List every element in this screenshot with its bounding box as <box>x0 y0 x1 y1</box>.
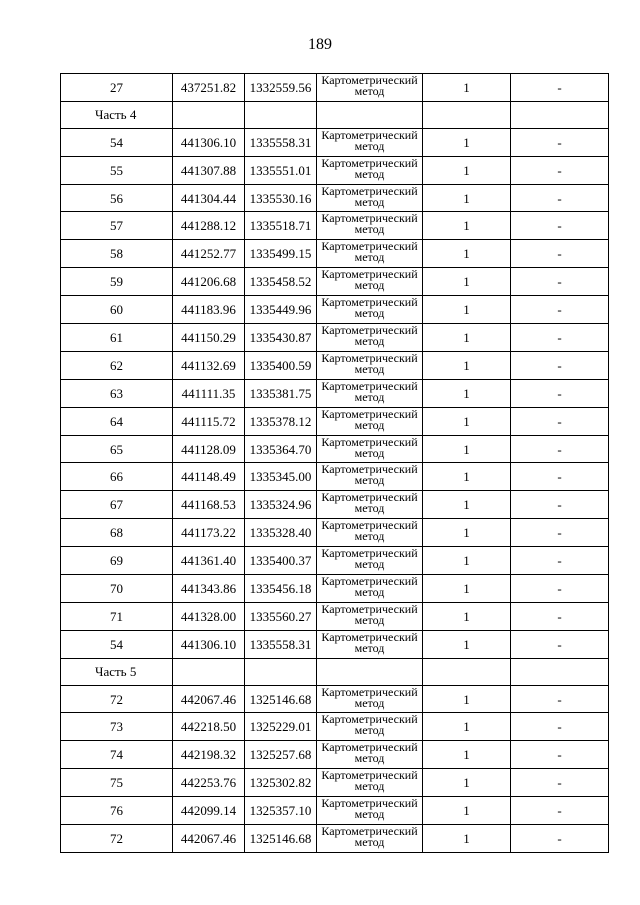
table-row <box>61 741 609 769</box>
table-row <box>61 128 609 156</box>
table-row <box>61 296 609 324</box>
table-row <box>61 463 609 491</box>
note-cell: - <box>511 491 609 519</box>
point-number-cell: 67 <box>61 491 173 519</box>
part-header-row <box>61 658 609 685</box>
table-row <box>61 268 609 296</box>
empty-cell <box>423 658 511 685</box>
x-coordinate-cell: 442253.76 <box>173 769 245 797</box>
point-number-cell: 68 <box>61 519 173 547</box>
y-coordinate-cell: 1335560.27 <box>245 602 317 630</box>
point-number-cell: 65 <box>61 435 173 463</box>
x-coordinate-cell: 441343.86 <box>173 575 245 603</box>
x-coordinate-cell: 441128.09 <box>173 435 245 463</box>
note-cell: - <box>511 825 609 853</box>
note-cell: - <box>511 74 609 102</box>
y-coordinate-cell: 1325357.10 <box>245 797 317 825</box>
note-cell: - <box>511 407 609 435</box>
y-coordinate-cell: 1335400.59 <box>245 351 317 379</box>
point-number-cell: 71 <box>61 602 173 630</box>
accuracy-cell: 1 <box>423 825 511 853</box>
part-header-row <box>61 101 609 128</box>
method-cell: Картометрический метод <box>317 602 423 630</box>
note-cell: - <box>511 713 609 741</box>
accuracy-cell: 1 <box>423 296 511 324</box>
x-coordinate-cell: 442067.46 <box>173 825 245 853</box>
accuracy-cell: 1 <box>423 74 511 102</box>
note-cell: - <box>511 324 609 352</box>
point-number-cell: 55 <box>61 156 173 184</box>
accuracy-cell: 1 <box>423 435 511 463</box>
accuracy-cell: 1 <box>423 713 511 741</box>
method-cell: Картометрический метод <box>317 128 423 156</box>
table-row <box>61 240 609 268</box>
accuracy-cell: 1 <box>423 491 511 519</box>
accuracy-cell: 1 <box>423 741 511 769</box>
table-row <box>61 379 609 407</box>
table-row <box>61 685 609 713</box>
accuracy-cell: 1 <box>423 630 511 658</box>
method-cell: Картометрический метод <box>317 379 423 407</box>
empty-cell <box>173 658 245 685</box>
y-coordinate-cell: 1325146.68 <box>245 685 317 713</box>
note-cell: - <box>511 519 609 547</box>
x-coordinate-cell: 441115.72 <box>173 407 245 435</box>
table-row <box>61 491 609 519</box>
note-cell: - <box>511 351 609 379</box>
y-coordinate-cell: 1335430.87 <box>245 324 317 352</box>
part-label: Часть 4 <box>61 101 173 128</box>
x-coordinate-cell: 441361.40 <box>173 547 245 575</box>
empty-cell <box>245 658 317 685</box>
note-cell: - <box>511 128 609 156</box>
note-cell: - <box>511 769 609 797</box>
x-coordinate-cell: 441148.49 <box>173 463 245 491</box>
accuracy-cell: 1 <box>423 156 511 184</box>
x-coordinate-cell: 441304.44 <box>173 184 245 212</box>
table-row <box>61 184 609 212</box>
method-cell: Картометрический метод <box>317 519 423 547</box>
point-number-cell: 66 <box>61 463 173 491</box>
point-number-cell: 54 <box>61 128 173 156</box>
method-cell: Картометрический метод <box>317 407 423 435</box>
table-row <box>61 769 609 797</box>
accuracy-cell: 1 <box>423 324 511 352</box>
method-cell: Картометрический метод <box>317 324 423 352</box>
x-coordinate-cell: 441288.12 <box>173 212 245 240</box>
note-cell: - <box>511 685 609 713</box>
point-number-cell: 72 <box>61 685 173 713</box>
note-cell: - <box>511 296 609 324</box>
table-row <box>61 797 609 825</box>
accuracy-cell: 1 <box>423 379 511 407</box>
x-coordinate-cell: 441111.35 <box>173 379 245 407</box>
point-number-cell: 72 <box>61 825 173 853</box>
table-row <box>61 713 609 741</box>
point-number-cell: 27 <box>61 74 173 102</box>
y-coordinate-cell: 1335518.71 <box>245 212 317 240</box>
x-coordinate-cell: 442099.14 <box>173 797 245 825</box>
method-cell: Картометрический метод <box>317 547 423 575</box>
accuracy-cell: 1 <box>423 240 511 268</box>
x-coordinate-cell: 441306.10 <box>173 128 245 156</box>
note-cell: - <box>511 575 609 603</box>
method-cell: Картометрический метод <box>317 825 423 853</box>
x-coordinate-cell: 441307.88 <box>173 156 245 184</box>
y-coordinate-cell: 1325257.68 <box>245 741 317 769</box>
y-coordinate-cell: 1325146.68 <box>245 825 317 853</box>
x-coordinate-cell: 442198.32 <box>173 741 245 769</box>
method-cell: Картометрический метод <box>317 351 423 379</box>
method-cell: Картометрический метод <box>317 575 423 603</box>
y-coordinate-cell: 1335558.31 <box>245 128 317 156</box>
point-number-cell: 58 <box>61 240 173 268</box>
note-cell: - <box>511 379 609 407</box>
table-row <box>61 519 609 547</box>
x-coordinate-cell: 441206.68 <box>173 268 245 296</box>
accuracy-cell: 1 <box>423 519 511 547</box>
method-cell: Картометрический метод <box>317 435 423 463</box>
method-cell: Картометрический метод <box>317 268 423 296</box>
x-coordinate-cell: 441132.69 <box>173 351 245 379</box>
point-number-cell: 64 <box>61 407 173 435</box>
accuracy-cell: 1 <box>423 463 511 491</box>
coordinates-table-body <box>61 74 609 853</box>
table-row <box>61 324 609 352</box>
method-cell: Картометрический метод <box>317 184 423 212</box>
x-coordinate-cell: 442218.50 <box>173 713 245 741</box>
point-number-cell: 63 <box>61 379 173 407</box>
note-cell: - <box>511 463 609 491</box>
empty-cell <box>423 101 511 128</box>
point-number-cell: 70 <box>61 575 173 603</box>
table-row <box>61 825 609 853</box>
y-coordinate-cell: 1335345.00 <box>245 463 317 491</box>
note-cell: - <box>511 212 609 240</box>
point-number-cell: 74 <box>61 741 173 769</box>
y-coordinate-cell: 1332559.56 <box>245 74 317 102</box>
y-coordinate-cell: 1335530.16 <box>245 184 317 212</box>
empty-cell <box>317 101 423 128</box>
accuracy-cell: 1 <box>423 547 511 575</box>
y-coordinate-cell: 1325229.01 <box>245 713 317 741</box>
x-coordinate-cell: 441183.96 <box>173 296 245 324</box>
table-row <box>61 351 609 379</box>
y-coordinate-cell: 1335378.12 <box>245 407 317 435</box>
empty-cell <box>173 101 245 128</box>
note-cell: - <box>511 741 609 769</box>
y-coordinate-cell: 1335558.31 <box>245 630 317 658</box>
part-label: Часть 5 <box>61 658 173 685</box>
y-coordinate-cell: 1325302.82 <box>245 769 317 797</box>
point-number-cell: 61 <box>61 324 173 352</box>
note-cell: - <box>511 797 609 825</box>
table-row <box>61 407 609 435</box>
method-cell: Картометрический метод <box>317 296 423 324</box>
method-cell: Картометрический метод <box>317 74 423 102</box>
accuracy-cell: 1 <box>423 407 511 435</box>
y-coordinate-cell: 1335328.40 <box>245 519 317 547</box>
point-number-cell: 75 <box>61 769 173 797</box>
accuracy-cell: 1 <box>423 268 511 296</box>
page-number: 189 <box>308 36 332 53</box>
y-coordinate-cell: 1335364.70 <box>245 435 317 463</box>
x-coordinate-cell: 441150.29 <box>173 324 245 352</box>
table-row <box>61 74 609 102</box>
method-cell: Картометрический метод <box>317 491 423 519</box>
note-cell: - <box>511 602 609 630</box>
table-row <box>61 602 609 630</box>
empty-cell <box>317 658 423 685</box>
note-cell: - <box>511 630 609 658</box>
x-coordinate-cell: 441328.00 <box>173 602 245 630</box>
y-coordinate-cell: 1335400.37 <box>245 547 317 575</box>
accuracy-cell: 1 <box>423 128 511 156</box>
empty-cell <box>245 101 317 128</box>
method-cell: Картометрический метод <box>317 797 423 825</box>
x-coordinate-cell: 441306.10 <box>173 630 245 658</box>
y-coordinate-cell: 1335456.18 <box>245 575 317 603</box>
accuracy-cell: 1 <box>423 212 511 240</box>
y-coordinate-cell: 1335449.96 <box>245 296 317 324</box>
point-number-cell: 62 <box>61 351 173 379</box>
point-number-cell: 56 <box>61 184 173 212</box>
accuracy-cell: 1 <box>423 351 511 379</box>
point-number-cell: 69 <box>61 547 173 575</box>
method-cell: Картометрический метод <box>317 741 423 769</box>
point-number-cell: 76 <box>61 797 173 825</box>
method-cell: Картометрический метод <box>317 240 423 268</box>
accuracy-cell: 1 <box>423 769 511 797</box>
method-cell: Картометрический метод <box>317 156 423 184</box>
note-cell: - <box>511 435 609 463</box>
method-cell: Картометрический метод <box>317 630 423 658</box>
y-coordinate-cell: 1335324.96 <box>245 491 317 519</box>
accuracy-cell: 1 <box>423 602 511 630</box>
note-cell: - <box>511 547 609 575</box>
point-number-cell: 59 <box>61 268 173 296</box>
table-row <box>61 547 609 575</box>
x-coordinate-cell: 442067.46 <box>173 685 245 713</box>
y-coordinate-cell: 1335499.15 <box>245 240 317 268</box>
table-row <box>61 575 609 603</box>
x-coordinate-cell: 441252.77 <box>173 240 245 268</box>
method-cell: Картометрический метод <box>317 685 423 713</box>
method-cell: Картометрический метод <box>317 212 423 240</box>
note-cell: - <box>511 156 609 184</box>
note-cell: - <box>511 268 609 296</box>
y-coordinate-cell: 1335381.75 <box>245 379 317 407</box>
empty-cell <box>511 101 609 128</box>
point-number-cell: 57 <box>61 212 173 240</box>
y-coordinate-cell: 1335551.01 <box>245 156 317 184</box>
table-row <box>61 630 609 658</box>
table-row <box>61 212 609 240</box>
accuracy-cell: 1 <box>423 575 511 603</box>
x-coordinate-cell: 441173.22 <box>173 519 245 547</box>
point-number-cell: 60 <box>61 296 173 324</box>
method-cell: Картометрический метод <box>317 769 423 797</box>
note-cell: - <box>511 240 609 268</box>
empty-cell <box>511 658 609 685</box>
method-cell: Картометрический метод <box>317 463 423 491</box>
x-coordinate-cell: 441168.53 <box>173 491 245 519</box>
method-cell: Картометрический метод <box>317 713 423 741</box>
note-cell: - <box>511 184 609 212</box>
point-number-cell: 54 <box>61 630 173 658</box>
x-coordinate-cell: 437251.82 <box>173 74 245 102</box>
coordinates-table <box>60 73 609 853</box>
accuracy-cell: 1 <box>423 797 511 825</box>
table-row <box>61 156 609 184</box>
table-row <box>61 435 609 463</box>
accuracy-cell: 1 <box>423 184 511 212</box>
accuracy-cell: 1 <box>423 685 511 713</box>
y-coordinate-cell: 1335458.52 <box>245 268 317 296</box>
point-number-cell: 73 <box>61 713 173 741</box>
